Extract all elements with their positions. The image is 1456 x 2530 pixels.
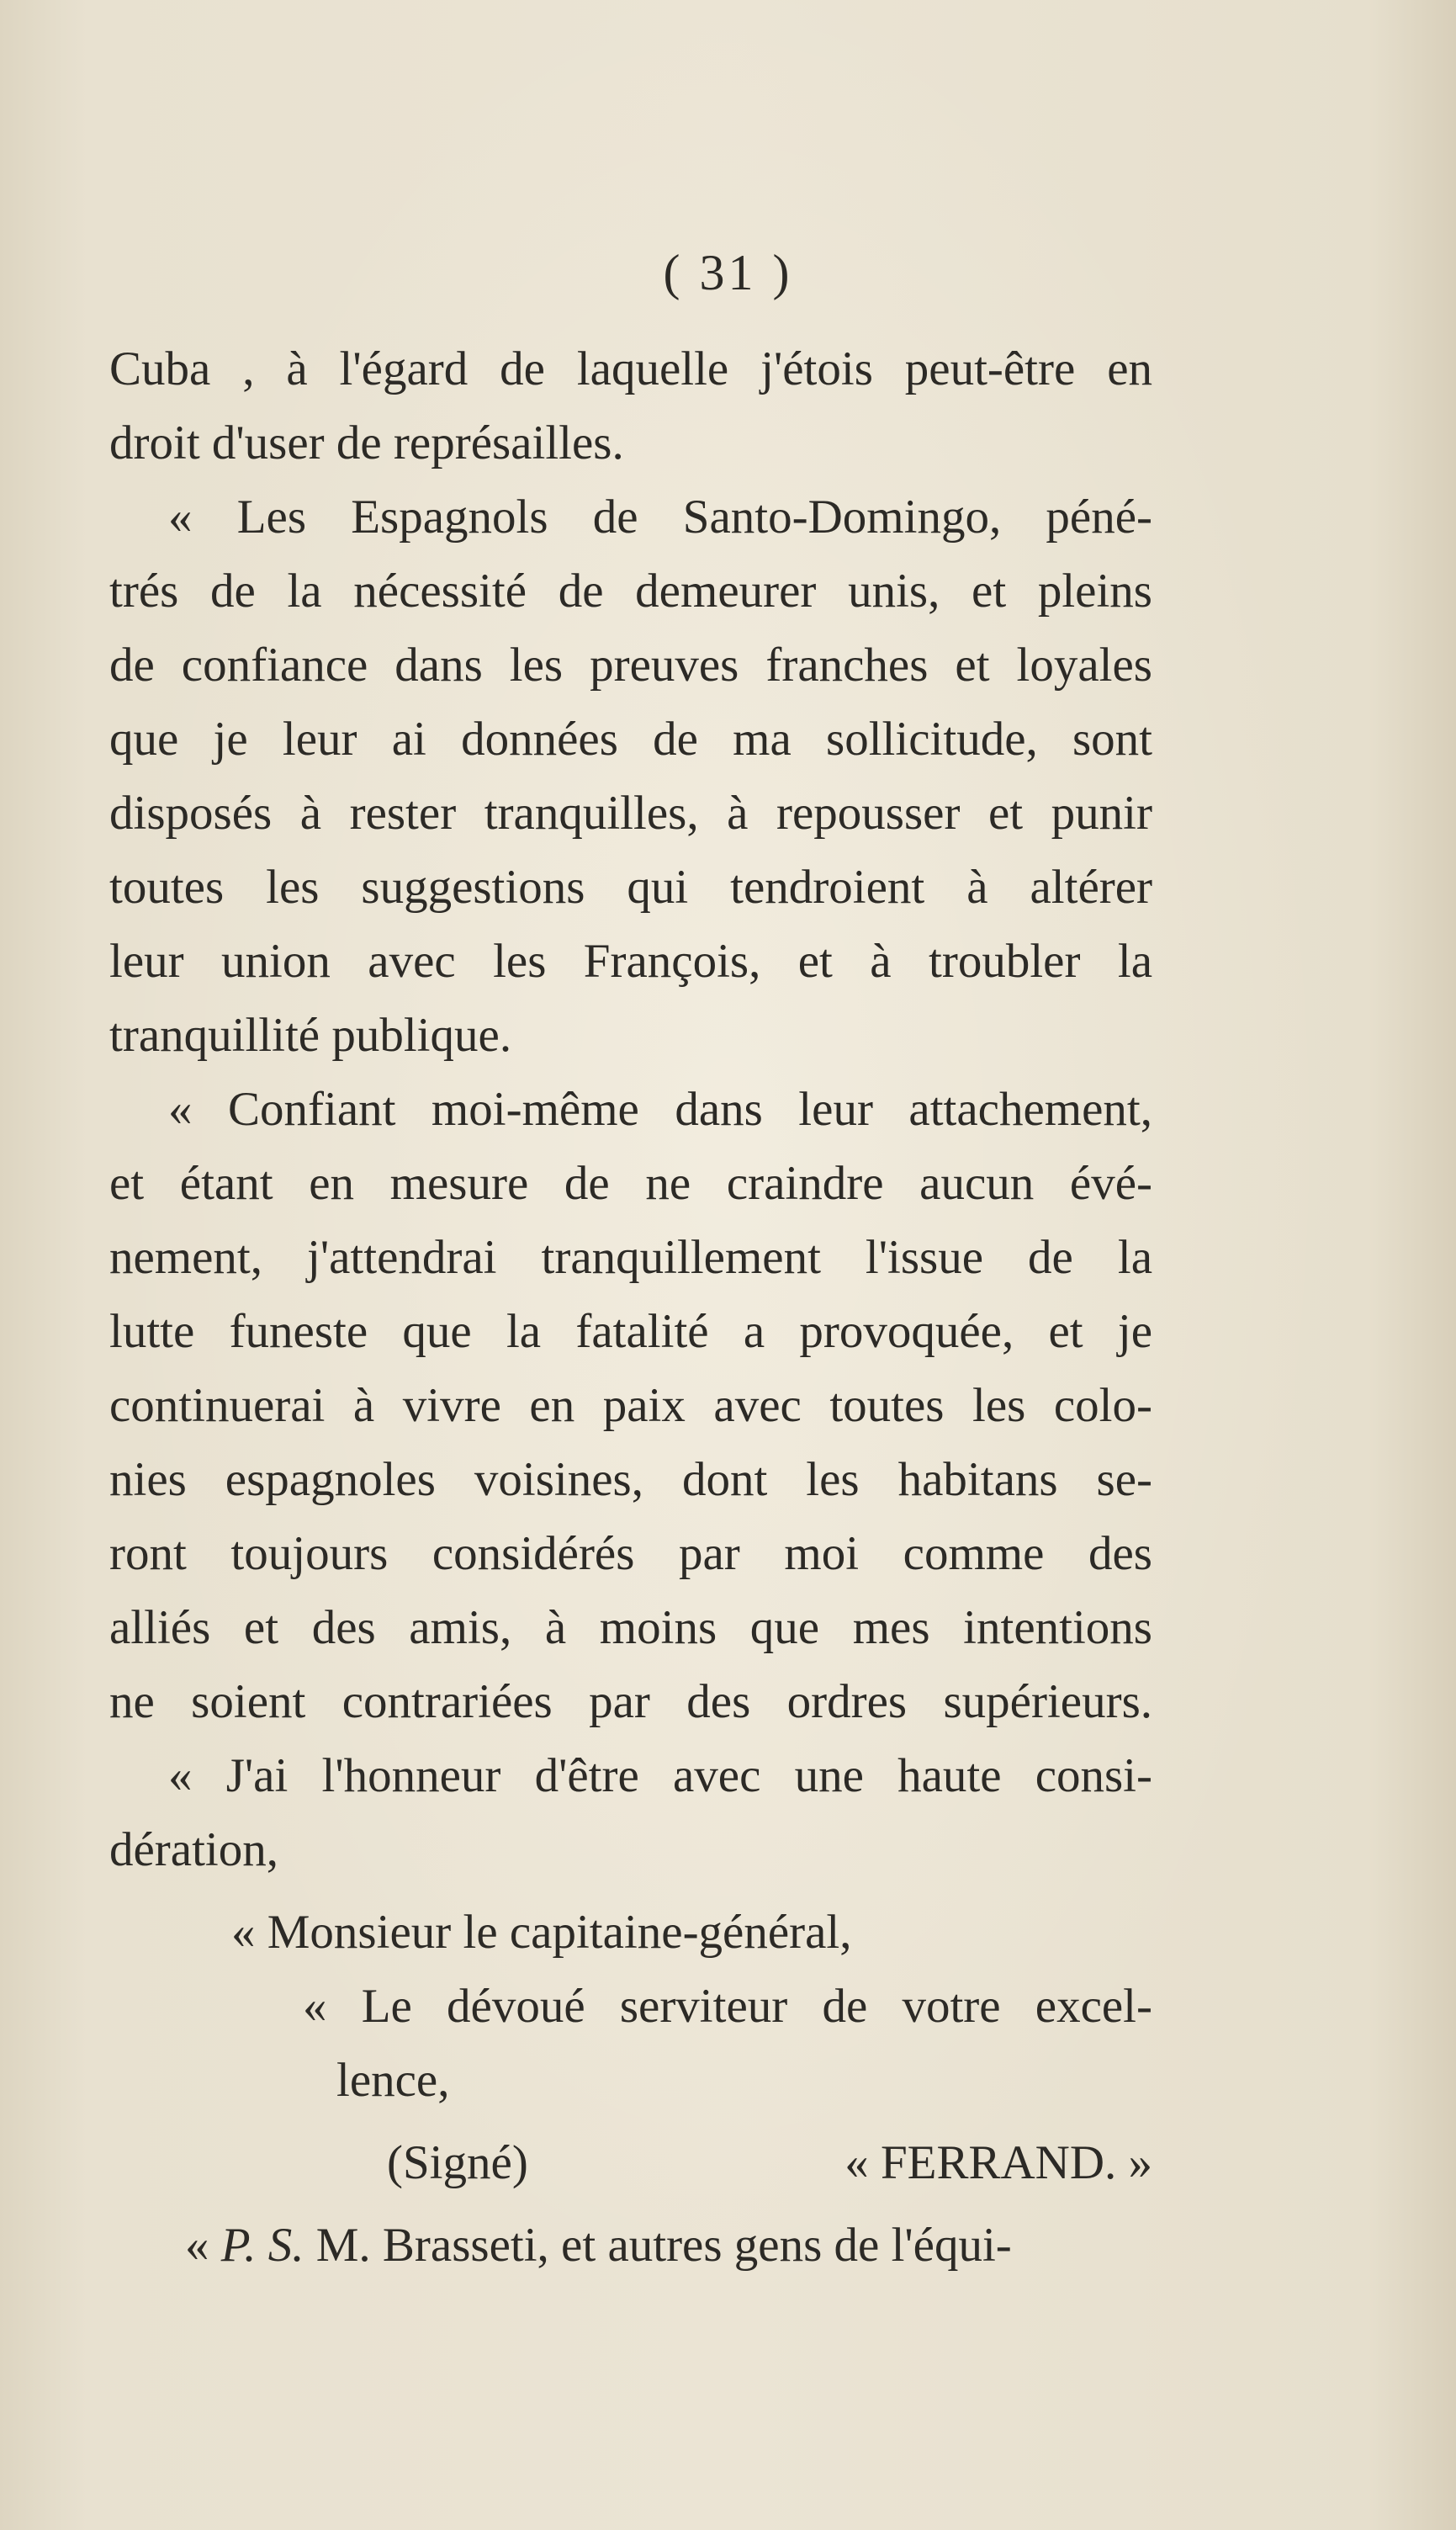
signature-row bbox=[109, 2126, 1152, 2200]
body-text bbox=[109, 332, 1152, 2283]
text-line: trés de la nécessité de demeurer unis, et pleins bbox=[109, 565, 1152, 618]
text-line: tranquillité publique. bbox=[109, 1009, 512, 1062]
paragraph-start: « J'ai l'honneur d'être avec une haute consi- bbox=[168, 1749, 1152, 1802]
closing-line: « Le dévoué serviteur de votre excel- bbox=[303, 1980, 1152, 2033]
postscript-text: M. Brasseti, et autres gens de l'équi- bbox=[315, 2219, 1012, 2272]
page-number: ( 31 ) bbox=[663, 245, 793, 300]
text-line: droit d'user de représailles. bbox=[109, 416, 624, 469]
signer-name: « FERRAND. » bbox=[844, 2136, 1152, 2189]
text-line: dération, bbox=[109, 1823, 279, 1876]
text-line: continuerai à vivre en paix avec toutes les colo- bbox=[109, 1379, 1152, 1432]
text-line: disposés à rester tranquilles, à repousser et punir bbox=[109, 787, 1152, 840]
text-line: leur union avec les François, et à troubler la bbox=[109, 935, 1152, 988]
salutation-line: « Monsieur le capitaine-général, bbox=[231, 1906, 852, 1959]
text-line: que je leur ai données de ma sollicitude, sont bbox=[109, 713, 1152, 766]
text-line: de confiance dans les preuves franches et loyales bbox=[109, 639, 1152, 692]
signed-label: (Signé) bbox=[387, 2136, 528, 2189]
postscript-label: P. S. bbox=[220, 2219, 304, 2272]
text-line: ront toujours considérés par moi comme des bbox=[109, 1527, 1152, 1580]
postscript-quote: « bbox=[185, 2219, 209, 2272]
text-line: alliés et des amis, à moins que mes intentions bbox=[109, 1601, 1152, 1654]
text-line: lutte funeste que la fatalité a provoquée, et je bbox=[109, 1305, 1152, 1358]
text-line: Cuba , à l'égard de laquelle j'étois peut-être en bbox=[109, 342, 1152, 395]
text-line: toutes les suggestions qui tendroient à altérer bbox=[109, 861, 1152, 914]
text-line: ne soient contrariées par des ordres supérieurs. bbox=[109, 1675, 1152, 1728]
paragraph-start: « Les Espagnols de Santo-Domingo, péné- bbox=[168, 491, 1152, 544]
text-line: et étant en mesure de ne craindre aucun évé- bbox=[109, 1157, 1152, 1210]
text-line: nies espagnoles voisines, dont les habitans se- bbox=[109, 1453, 1152, 1506]
paragraph-start: « Confiant moi-même dans leur attachement, bbox=[168, 1083, 1152, 1136]
text-line: nement, j'attendrai tranquillement l'issue de la bbox=[109, 1231, 1152, 1284]
closing-line: lence, bbox=[336, 2054, 450, 2107]
postscript-line bbox=[109, 2209, 1152, 2283]
